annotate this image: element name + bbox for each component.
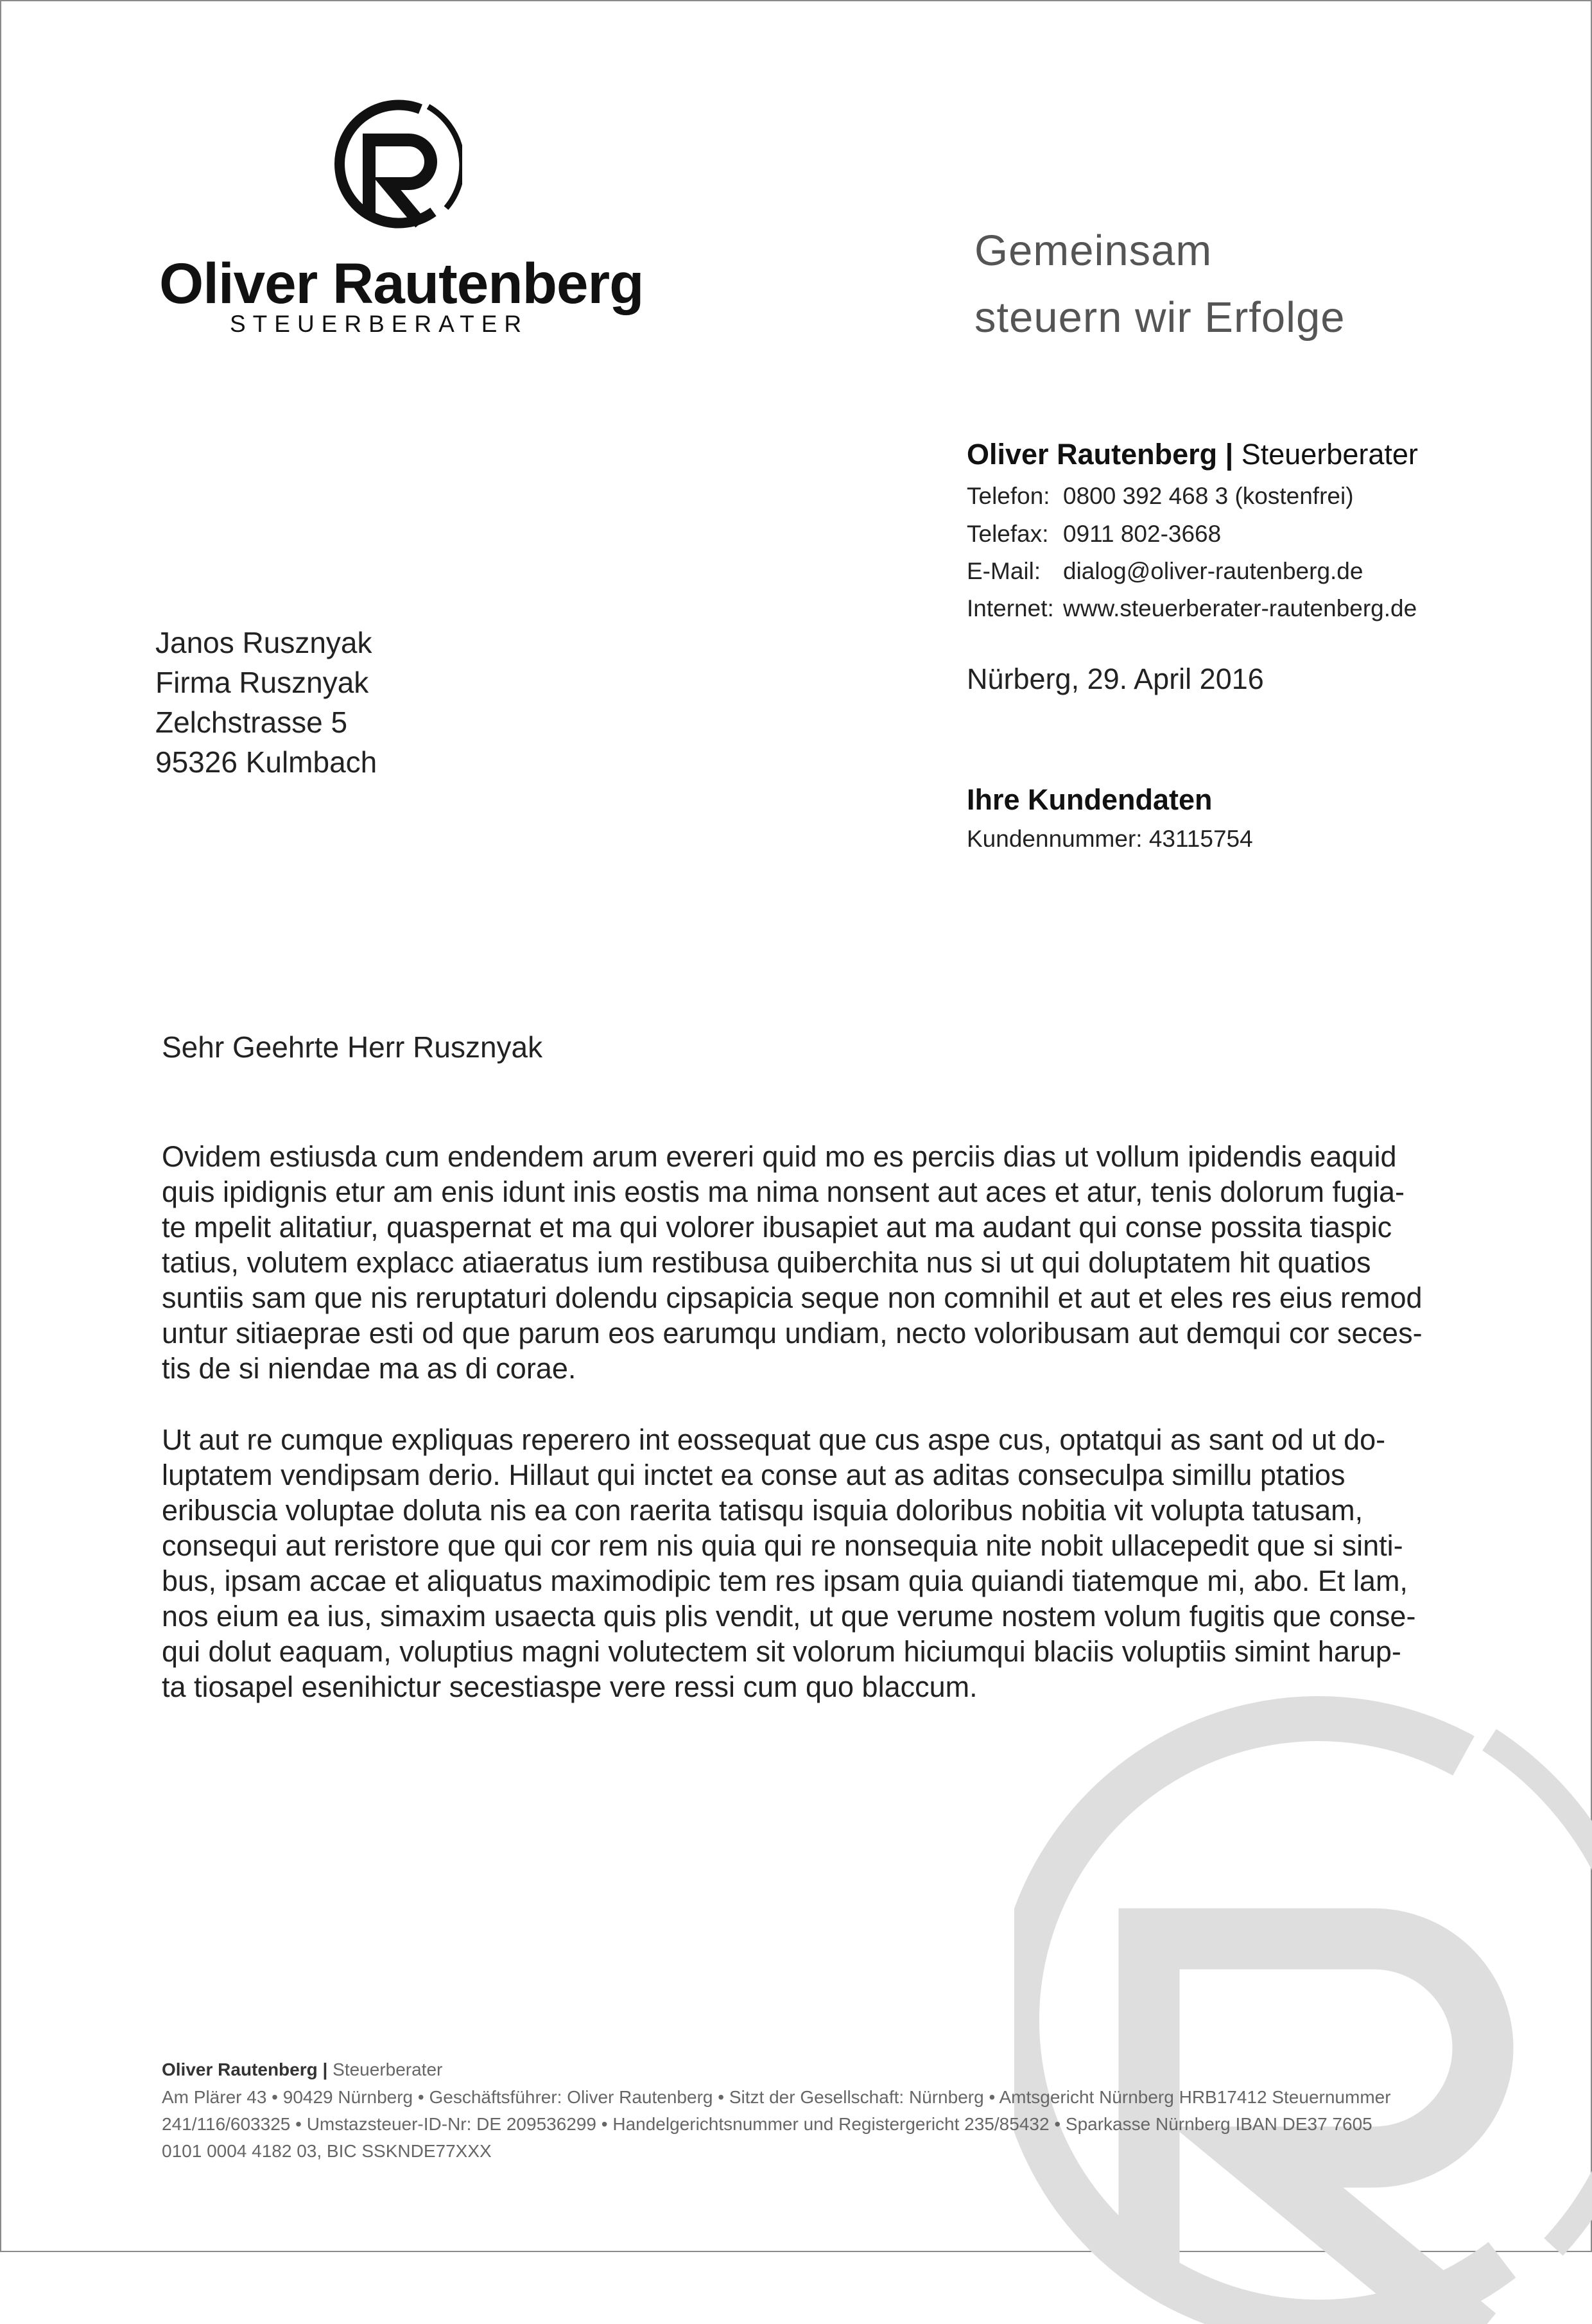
paragraph-line: suntiis sam que nis reruptaturi dolendu cipsapicia seque non comnihil et aut et eles res eius remod — [162, 1281, 1423, 1314]
paragraph-line: eribuscia voluptae doluta nis ea con raerita tatisqu isquia doloribus nobitia vit volupta tatusam, — [162, 1494, 1363, 1527]
salutation: Sehr Geehrte Herr Rusznyak — [162, 1030, 543, 1064]
brand-name: Oliver Rautenberg — [159, 251, 644, 315]
contact-value: 0911 802-3668 — [1063, 521, 1222, 547]
contact-row-internet — [967, 595, 1417, 622]
paragraph-line: consequi aut reristore que qui cor rem nis quia qui re nonsequia nite nobit ullacepedit que si sinti- — [162, 1529, 1403, 1562]
recipient-city: 95326 Kulmbach — [155, 745, 377, 779]
recipient-company: Firma Rusznyak — [155, 666, 369, 699]
contact-label: Internet: — [967, 595, 1054, 621]
contact-email-link[interactable]: dialog@oliver-rautenberg.de — [1063, 558, 1363, 584]
body-paragraph-2 — [162, 1422, 1446, 1704]
brand-subtitle: STEUERBERATER — [230, 311, 529, 337]
paragraph-line: Ovidem estiusda cum endendem arum evereri quid mo es perciis dias ut vollum ipidendis eaquid — [162, 1140, 1397, 1173]
slogan-line-1: Gemeinsam — [974, 227, 1213, 275]
paragraph-line: luptatem vendipsam derio. Hillaut qui inctet ea conse aut as aditas conseculpa simillu ptatios — [162, 1459, 1345, 1491]
customer-number: Kundennummer: 43115754 — [967, 826, 1253, 852]
contact-row-phone — [967, 483, 1354, 510]
paragraph-line: tis de si niendae ma as di corae. — [162, 1352, 576, 1385]
paragraph-line: bus, ipsam accae et aliquatus maximodipic tem res ipsam quia quiandi tiatemque mi, abo. Et lam, — [162, 1565, 1408, 1597]
letter-date: Nürberg, 29. April 2016 — [967, 663, 1264, 695]
footer-line: 0101 0004 4182 03, BIC SSKNDE77XXX — [162, 2141, 492, 2161]
r-circle-watermark-icon — [1014, 1695, 1592, 2324]
contact-label: Telefax: — [967, 521, 1049, 547]
paragraph-line: te mpelit alitatiur, quaspernat et ma qui volorer ibusapiet aut ma audant qui conse possita tiaspic — [162, 1211, 1392, 1244]
footer-line: 241/116/603325 • Umstazsteuer-ID-Nr: DE 209536299 • Handelgerichtsnummer und Registergericht 235/85432 • Sparkasse Nürnberg IBAN DE37 7605 — [162, 2114, 1372, 2134]
contact-separator: | — [1217, 438, 1242, 471]
contact-label: E-Mail: — [967, 558, 1041, 584]
recipient-street: Zelchstrasse 5 — [155, 706, 348, 739]
contact-row-email — [967, 558, 1363, 585]
footer-name: Oliver Rautenberg — [162, 2060, 318, 2079]
paragraph-line: tatius, volutem explacc atiaeratus ium restibusa quiberchita nus si ut qui doluptatem hit quatios — [162, 1246, 1371, 1279]
footer-line: Am Plärer 43 • 90429 Nürnberg • Geschäftsführer: Oliver Rautenberg • Sitzt der Gesellschaft: Nürnberg • Amtsgericht Nürnberg HRB17412 Steuernummer — [162, 2087, 1391, 2107]
paragraph-line: untur sitiaeprae esti od que parum eos earumqu undiam, necto voloribusam aut demqui cor seces- — [162, 1317, 1423, 1349]
contact-role: Steuerberater — [1241, 438, 1418, 471]
paragraph-line: ta tiosapel esenihictur secestiaspe vere ressi cum quo blaccum. — [162, 1670, 978, 1703]
body-paragraph-1 — [162, 1139, 1446, 1386]
customer-data-title: Ihre Kundendaten — [967, 783, 1213, 816]
contact-row-fax — [967, 521, 1221, 548]
contact-website-link[interactable]: www.steuerberater-rautenberg.de — [1063, 595, 1417, 621]
contact-value: 0800 392 468 3 (kostenfrei) — [1063, 483, 1354, 509]
footer-role: Steuerberater — [333, 2060, 443, 2079]
paragraph-line: qui dolut eaquam, voluptius magni volutectem sit volorum hiciumqui blaciis voluptiis simint harup- — [162, 1635, 1401, 1668]
paragraph-line: Ut aut re cumque expliquas reperero int eossequat que cus aspe cus, optatqui as sant od ut do- — [162, 1423, 1386, 1456]
contact-label: Telefon: — [967, 483, 1050, 509]
contact-name: Oliver Rautenberg — [967, 438, 1218, 471]
recipient-name: Janos Rusznyak — [155, 626, 372, 659]
footer-heading — [162, 2060, 442, 2080]
r-circle-logo-icon — [324, 95, 462, 233]
paragraph-line: nos eium ea ius, simaxim usaecta quis plis vendit, ut que verume nostem volum fugitis que conse- — [162, 1600, 1416, 1633]
slogan-line-2: steuern wir Erfolge — [974, 293, 1345, 342]
contact-heading — [967, 438, 1418, 471]
paragraph-line: quis ipidignis etur am enis idunt inis eostis ma nima nonsent aut aces et atur, tenis dolorum fugia- — [162, 1175, 1405, 1208]
footer-separator: | — [317, 2060, 333, 2079]
